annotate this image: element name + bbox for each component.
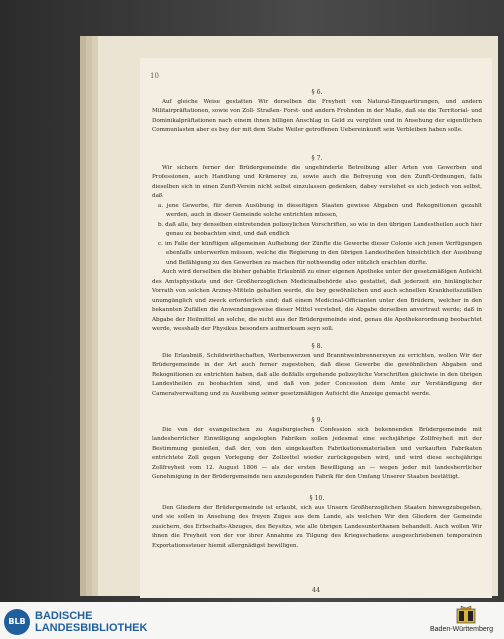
section-heading: § 10. [309,495,325,502]
list-item-c: c. im Falle der künftigen allgemeinen Aufhebung der Zünfte die Gewerbe dieser Colonie sich jenen Verfügungen ebenfalls unterwerfen müssen, welche die Regierung in den übrigen Landestheilen hinsichtlich der Ausübung und Befähigung zu den Gewerben zu machen für nothwendig oder nützlich erachten dürfte. [158,240,482,266]
section-paragraph: Auf gleiche Weise gestatten Wir derselben die Freyheit von Natural-Einquartirungen, und andern Militairpräftationen, sowie von Zoll- Straßen- Forst- und andern Frohnden in der Maße, daß sie die Territorial- und Dominikalpräftationen nach einem ihnen billigen Anschlag in Geld zu vergüten und in Ansehung der eigentlichen Communlasten aber es bey der mit dem Stabe Weiler getroffenen Uebereinkunft sein Verbleiben haben solle. [152,98,482,133]
document-page [140,58,492,598]
baden-wuerttemberg-coat-of-arms-icon [455,605,477,625]
list-item-a: a. jene Gewerbe, für deren Ausübung in dieseitigen Staaten gewisse Abgaben und Rekognitionen gezahlt werden, auch in dieser Gemeinde solche entrichten müssen, [158,202,482,218]
page-number-top: 10 [150,72,159,80]
section-heading: § 8. [311,343,323,350]
section-heading: § 6. [311,89,323,96]
section-paragraph: Den Gliedern der Brüdergemeinde ist erlaubt, sich aus Unsern Großherzoglichen Staaten hinwegzubegeben, und sie sollen in Ansehung des freyen Zuges aus dem Lande, als welchen Wir den Gliedern der Gemeinde zusichern, des Erbschafts-Abzuges, des Beysitzs, wie alle übrigen Landesunterthanen behandelt. Auch wollen Wir ihnen die Freyheit von der vor ihrer Annahme zu Tilgung des Kriegsschadens ausgeschriebenen temporairen Exportationssteuer hiemit allergnädigst bewilligen. [152,504,482,549]
section-paragraph: Wir sichern ferner der Brüdergemeinde die ungehinderte Betreibung aller Arten von Gewerben und Professionen, auch Handlung und Krämerey zu, sowie auch die Befreyung von den Zunft-Ordnungen, falls dieselben sich in einen Zunft-Verein nicht selbst einzulassen gedenken, dabey verstehet es sich jedoch von selbst, daß [152,164,482,199]
page-number-bottom: 44 [311,586,321,594]
list-item-b: b. daß alle, bey denselben eintretenden polizeylichen Vorschriften, so wie in den übrigen Landestheilen auch hier genau zu beobachten sind, und daß endlich [158,221,482,237]
library-footer [0,602,504,639]
library-name[interactable] [35,610,147,634]
section-8 [152,342,482,399]
section-heading: § 7. [311,155,323,162]
state-name: Baden-Württemberg [430,626,494,633]
section-7 [152,154,482,335]
section-9 [152,416,482,483]
section-paragraph: Die Erlaubniß, Schildwirthschaften, Werbenwerzen und Branntweinbrennereyen zu errichten, wollen Wir der Brüdergemeinde in der Art auch ferner zugestehen, daß diese Gewerbe die gewöhnlichen Abgaben und Rekognitionen zu entrichten haben, daß alle deßfalls ergehende polizeyliche Vorschriften gleichwie in den übrigen Landestheilen zu beobachten sind, und daß von jeder Concession dem Amte zur Verständigung der Cameralverwaltung und zu Ausübung seiner gesetzmäßigen Aufsicht die Anzeige gemacht werde. [152,352,482,397]
library-name-line1: BADISCHE [35,610,93,622]
section-paragraph: Die von der evangelischen zu Augsburgischen Confession sich bekennenden Brüdergemeinde mit landesherrlicher Einwilligung angelegten Fabriken sollen jedesmal eine sechsjährige Zollfreyheit mit der Bestimmung genießen, daß der, von den eingekauften Fabrikationsmaterialien und verkauften Fabrikaten entrichtete Zoll gegen Vorlegung der Zollzettel wieder zurückgegeben wird, und wird diese sechsjährige Zollfreyheit vom 12. August 1806 — als der ersten Bewilligung an — wegen jeder mit landesherrlicher Genehmigung in der Brüdergemeinde neu anzulegenden Fabrik für den Umfang Unserer Staaten bestättigt. [152,426,482,480]
section-10 [152,494,482,551]
section-6 [152,88,482,136]
section-heading: § 9. [311,417,323,424]
library-name-line2: LANDESBIBLIOTHEK [35,622,148,634]
blb-logo-icon[interactable]: BLB [4,609,30,635]
section-paragraph: Auch wird derselben die bisher gehabte Erlaubniß zu einer eigenen Apotheke unter der gesetzmäßigen Aufsicht des Amtsphysikats und der Großherzoglichen Medicinalbehörde also gestattet, daß jederzeit ein hinlänglicher Vorrath von solchen Arzney-Mitteln gehalten werde, die bey gewöhnlichen und auch schnellen Krankheitszufällen unumgänglich und zweck erforderlich sind; daß einem Medicinal-Officianten unter den Brüdern, welcher in den bekannten Zufällen die Anwendungsweise dieser Mittel verstehet, die Abgabe derselben anvertraut werde; daß in Abgabe der Heilmittel an solche, die nicht aus der Brüdergemeinde sind, genau die Apothekerordnung beobachtet werde, wesshalb der Physikus besonders aufmerksam seyn soll. [152,269,482,332]
